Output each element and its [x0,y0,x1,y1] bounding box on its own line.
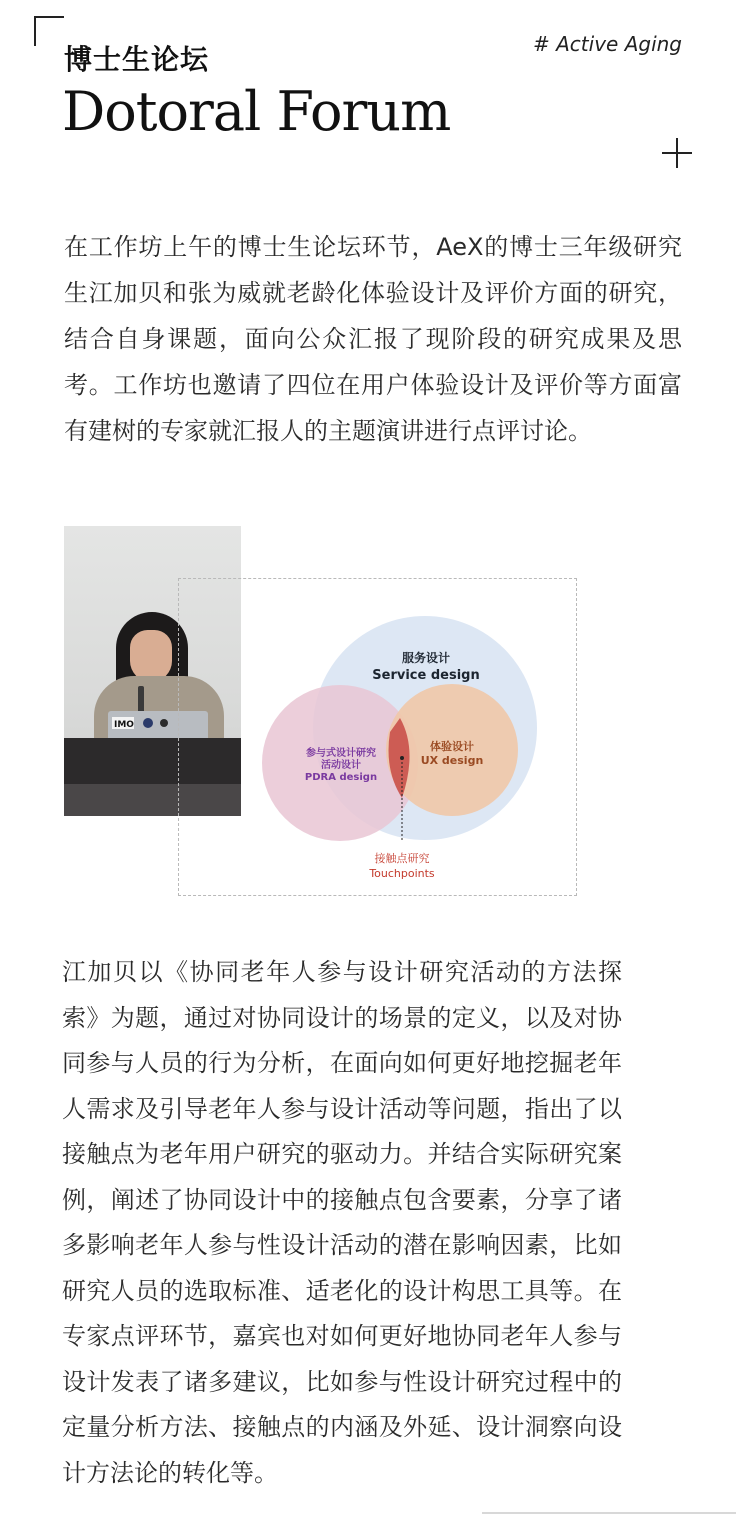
bottom-divider [482,1512,736,1514]
body-paragraph: 江加贝以《协同老年人参与设计研究活动的方法探索》为题，通过对协同设计的场景的定义，以及对协同参与人员的行为分析，在面向如何更好地挖掘老年人需求及引导老年人参与设计活动等问题，指出了以接触点为老年用户研究的驱动力。并结合实际研究案例，阐述了协同设计中的接触点包含要素，分享了诸多影响老年人参与性设计活动的潜在影响因素，比如研究人员的选取标准、适老化的设计构思工具等。在专家点评环节，嘉宾也对如何更好地协同老年人参与设计发表了诸多建议，比如参与性设计研究过程中的定量分析方法、接触点的内涵及外延、设计洞察向设计方法论的转化等。 [62,958,622,1487]
section-title-english: Dotoral Forum [62,80,451,143]
touchpoints-label-cn: 接触点研究 [374,852,430,865]
plus-icon [662,138,692,168]
pdra-label-cn-2: 活动设计 [321,760,361,771]
ux-label-en: UX design [420,754,484,767]
venn-diagram [240,600,540,890]
hashtag-tag: # Active Aging [533,32,682,56]
touchpoints-label-en: Touchpoints [369,867,435,880]
service-design-label-en: Service design [372,668,480,683]
ux-label-cn: 体验设计 [430,740,474,753]
pdra-label-cn-1: 参与式设计研究 [306,748,376,759]
service-design-label-cn: 服务设计 [401,651,451,665]
section-title-chinese: 博士生论坛 [64,43,210,76]
laptop-sticker-text: IMO [114,720,134,730]
photo-face [130,630,172,682]
corner-bracket-decoration [34,16,64,46]
intro-paragraph: 在工作坊上午的博士生论坛环节，AeX的博士三年级研究生江加贝和张为威就老龄化体验设计及评价方面的研究，结合自身课题，面向公众汇报了现阶段的研究成果及思考。工作坊也邀请了四位在用户体验设计及评价等方面富有建树的专家就汇报人的主题演讲进行点评讨论。 [64,233,682,445]
touchpoints-dot [400,756,404,760]
pdra-label-en: PDRA design [304,772,378,783]
